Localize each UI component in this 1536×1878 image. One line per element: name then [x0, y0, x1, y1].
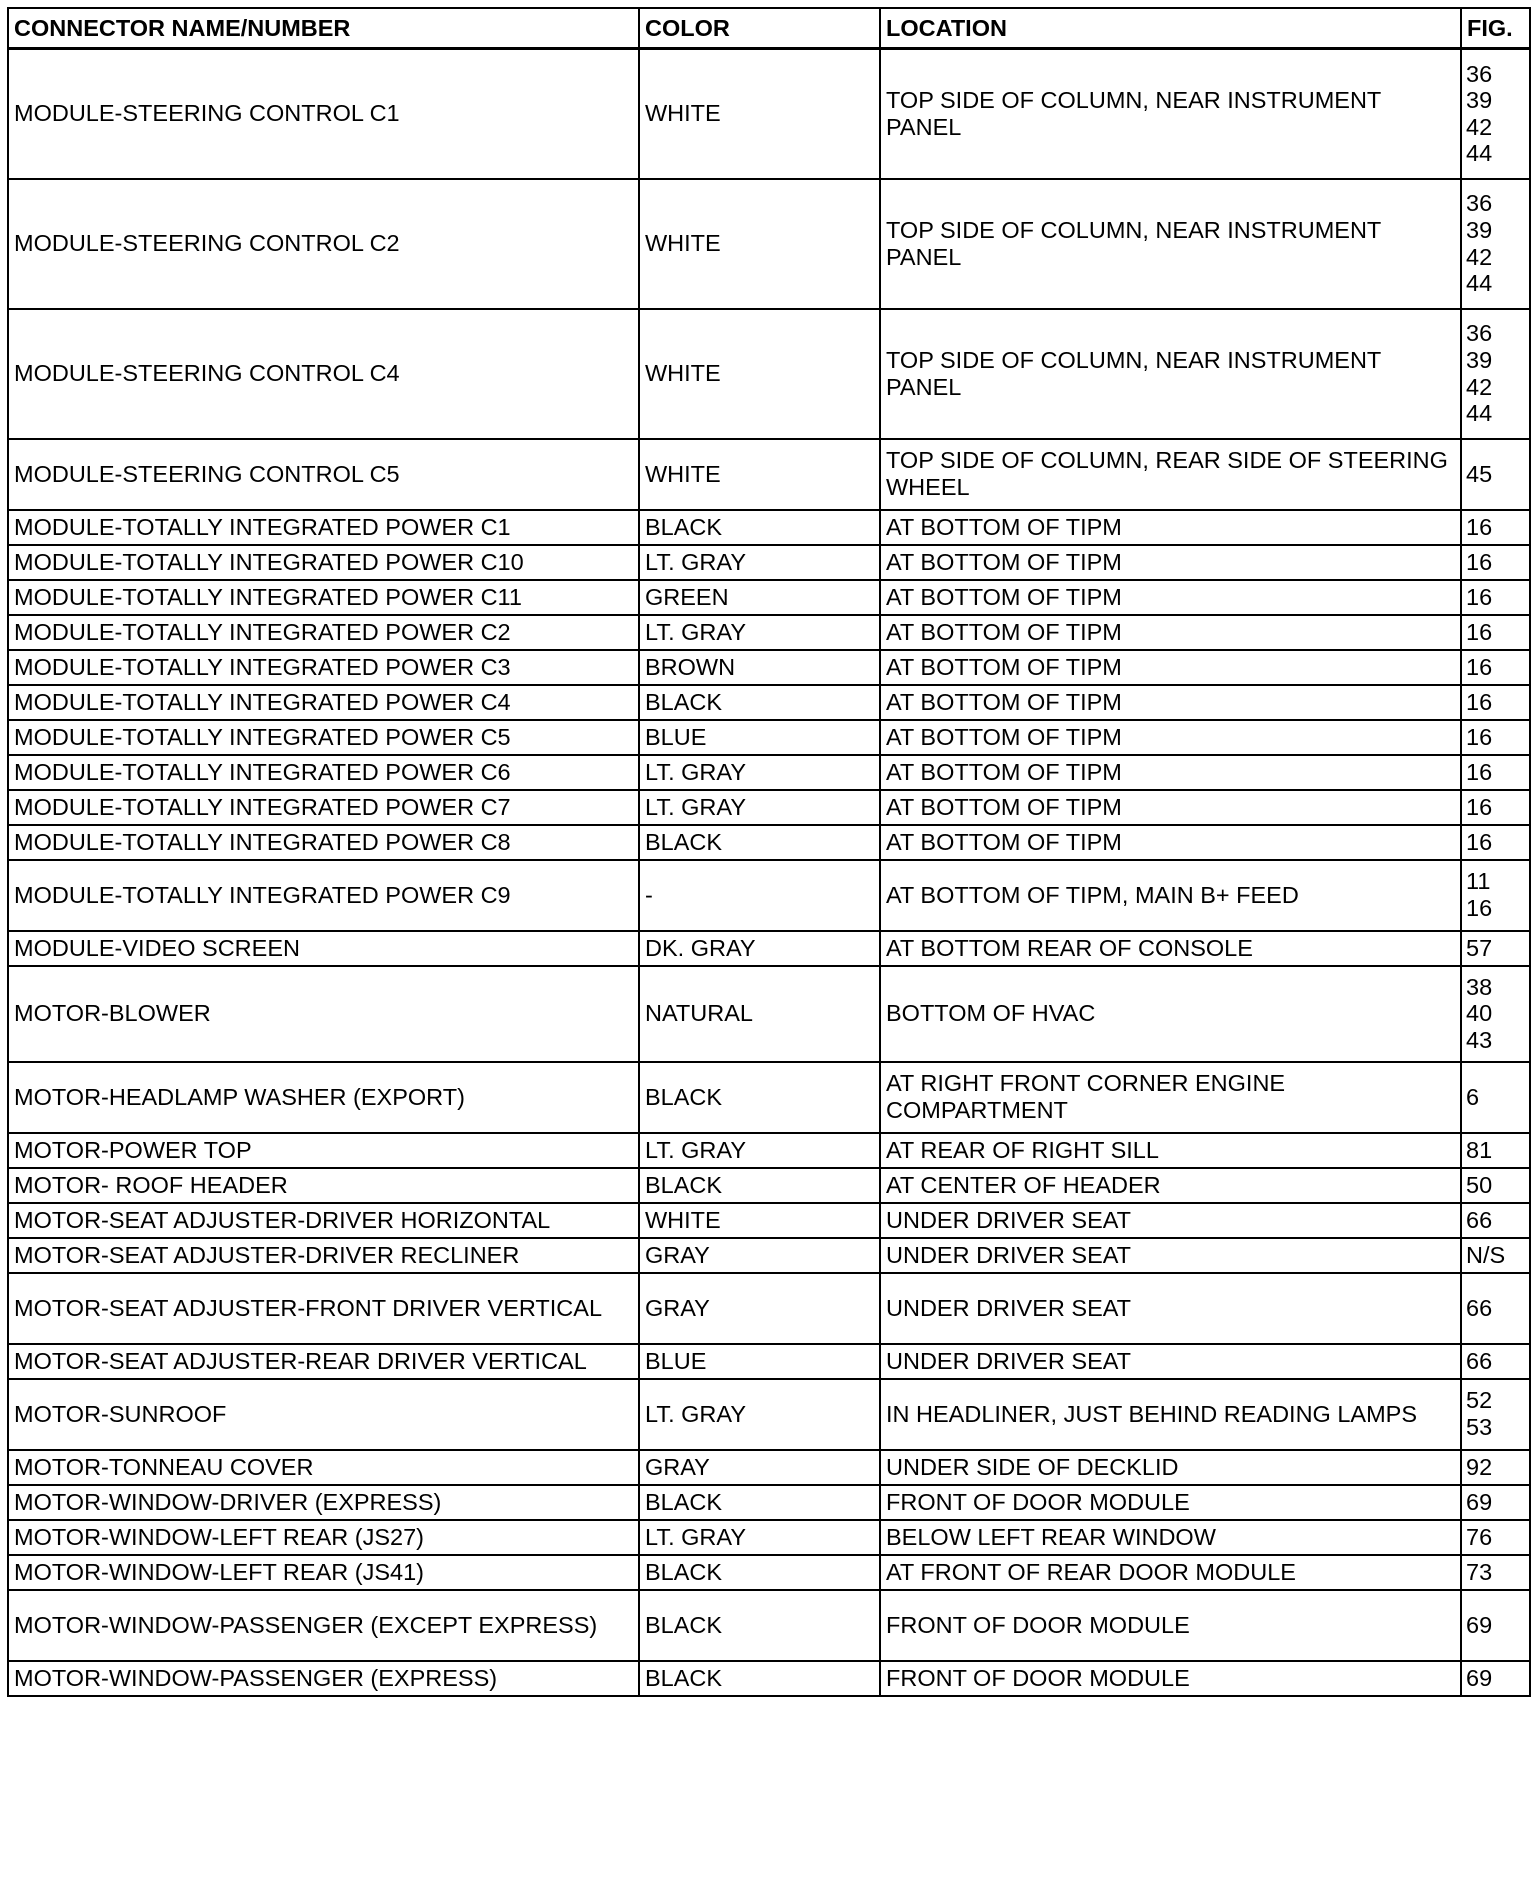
table-row	[8, 1203, 1530, 1238]
connector-name-cell: MOTOR-SEAT ADJUSTER-FRONT DRIVER VERTICAL	[8, 1273, 639, 1344]
color-cell: GREEN	[639, 580, 880, 615]
connector-name-cell: MOTOR-SEAT ADJUSTER-DRIVER HORIZONTAL	[8, 1203, 639, 1238]
location-cell: AT BOTTOM OF TIPM	[880, 615, 1461, 650]
fig-number: 66	[1466, 1206, 1493, 1233]
color-cell: DK. GRAY	[639, 931, 880, 966]
fig-number: 36	[1466, 320, 1493, 347]
fig-number: 16	[1466, 583, 1493, 610]
connector-name-cell: MOTOR-WINDOW-LEFT REAR (JS27)	[8, 1520, 639, 1555]
fig-cell	[1461, 1062, 1530, 1133]
table-row	[8, 1520, 1530, 1555]
fig-cell	[1461, 309, 1530, 439]
color-cell: GRAY	[639, 1450, 880, 1485]
table-row	[8, 1590, 1530, 1661]
color-cell: BLACK	[639, 1661, 880, 1696]
fig-number: 39	[1466, 87, 1493, 114]
location-cell: AT BOTTOM OF TIPM	[880, 825, 1461, 860]
connector-name-cell: MODULE-STEERING CONTROL C4	[8, 309, 639, 439]
fig-number: 57	[1466, 934, 1493, 961]
table-row	[8, 615, 1530, 650]
color-cell: WHITE	[639, 1203, 880, 1238]
table-row	[8, 439, 1530, 510]
connector-name-cell: MOTOR-WINDOW-PASSENGER (EXCEPT EXPRESS)	[8, 1590, 639, 1661]
table-row	[8, 720, 1530, 755]
fig-cell	[1461, 615, 1530, 650]
fig-cell	[1461, 545, 1530, 580]
fig-cell	[1461, 1555, 1530, 1590]
fig-cell	[1461, 860, 1530, 931]
location-cell: BOTTOM OF HVAC	[880, 966, 1461, 1062]
connector-name-cell: MODULE-TOTALLY INTEGRATED POWER C10	[8, 545, 639, 580]
header-connector-name: CONNECTOR NAME/NUMBER	[8, 8, 639, 49]
table-row	[8, 1273, 1530, 1344]
location-cell: AT BOTTOM REAR OF CONSOLE	[880, 931, 1461, 966]
fig-cell	[1461, 1379, 1530, 1450]
location-cell: FRONT OF DOOR MODULE	[880, 1485, 1461, 1520]
connector-name-cell: MODULE-TOTALLY INTEGRATED POWER C5	[8, 720, 639, 755]
fig-cell	[1461, 685, 1530, 720]
table-body	[8, 49, 1530, 1696]
fig-number: 42	[1466, 373, 1493, 400]
fig-cell	[1461, 179, 1530, 309]
connector-name-cell: MOTOR-SUNROOF	[8, 1379, 639, 1450]
fig-number: 38	[1466, 973, 1493, 1000]
fig-number: 50	[1466, 1171, 1493, 1198]
fig-number: 66	[1466, 1347, 1493, 1374]
fig-number: 16	[1466, 688, 1493, 715]
connector-name-cell: MOTOR-HEADLAMP WASHER (EXPORT)	[8, 1062, 639, 1133]
fig-number: 11	[1466, 868, 1491, 895]
color-cell: BLUE	[639, 1344, 880, 1379]
color-cell: BLACK	[639, 510, 880, 545]
location-cell: UNDER DRIVER SEAT	[880, 1273, 1461, 1344]
color-cell: WHITE	[639, 49, 880, 179]
color-cell: LT. GRAY	[639, 615, 880, 650]
fig-cell	[1461, 1450, 1530, 1485]
table-row	[8, 1344, 1530, 1379]
color-cell: BROWN	[639, 650, 880, 685]
location-cell: TOP SIDE OF COLUMN, REAR SIDE OF STEERING WHEEL	[880, 439, 1461, 510]
connector-name-cell: MOTOR-TONNEAU COVER	[8, 1450, 639, 1485]
table-row	[8, 755, 1530, 790]
color-cell: LT. GRAY	[639, 790, 880, 825]
connector-name-cell: MOTOR- ROOF HEADER	[8, 1168, 639, 1203]
color-cell: BLACK	[639, 825, 880, 860]
location-cell: UNDER SIDE OF DECKLID	[880, 1450, 1461, 1485]
fig-cell	[1461, 1485, 1530, 1520]
color-cell: BLACK	[639, 1485, 880, 1520]
fig-number: 66	[1466, 1294, 1493, 1321]
table-row	[8, 685, 1530, 720]
color-cell: LT. GRAY	[639, 755, 880, 790]
location-cell: AT REAR OF RIGHT SILL	[880, 1133, 1461, 1168]
fig-cell	[1461, 1238, 1530, 1273]
color-cell: LT. GRAY	[639, 1379, 880, 1450]
fig-number: 16	[1466, 758, 1493, 785]
connector-name-cell: MOTOR-POWER TOP	[8, 1133, 639, 1168]
location-cell: AT CENTER OF HEADER	[880, 1168, 1461, 1203]
fig-number: 43	[1466, 1026, 1493, 1053]
location-cell: AT BOTTOM OF TIPM	[880, 650, 1461, 685]
color-cell: WHITE	[639, 309, 880, 439]
fig-cell	[1461, 49, 1530, 179]
table-row	[8, 1168, 1530, 1203]
table-row	[8, 1379, 1530, 1450]
table-row	[8, 1555, 1530, 1590]
table-row	[8, 1062, 1530, 1133]
fig-cell	[1461, 790, 1530, 825]
location-cell: UNDER DRIVER SEAT	[880, 1344, 1461, 1379]
connector-name-cell: MODULE-TOTALLY INTEGRATED POWER C8	[8, 825, 639, 860]
fig-number: 39	[1466, 216, 1493, 243]
color-cell: BLACK	[639, 1555, 880, 1590]
fig-number: 42	[1466, 243, 1493, 270]
fig-number: 69	[1466, 1488, 1493, 1515]
color-cell: BLACK	[639, 1062, 880, 1133]
connector-name-cell: MODULE-TOTALLY INTEGRATED POWER C4	[8, 685, 639, 720]
table-row	[8, 309, 1530, 439]
fig-number: 16	[1466, 793, 1493, 820]
table-row	[8, 1450, 1530, 1485]
fig-number: 76	[1466, 1523, 1493, 1550]
connector-name-cell: MODULE-TOTALLY INTEGRATED POWER C6	[8, 755, 639, 790]
fig-number: 44	[1466, 140, 1493, 167]
table-row	[8, 49, 1530, 179]
location-cell: AT BOTTOM OF TIPM	[880, 790, 1461, 825]
fig-cell	[1461, 1520, 1530, 1555]
table-row	[8, 860, 1530, 931]
fig-number: 36	[1466, 190, 1493, 217]
location-cell: AT BOTTOM OF TIPM	[880, 685, 1461, 720]
table-row	[8, 825, 1530, 860]
location-cell: FRONT OF DOOR MODULE	[880, 1590, 1461, 1661]
connector-name-cell: MODULE-TOTALLY INTEGRATED POWER C1	[8, 510, 639, 545]
fig-cell	[1461, 966, 1530, 1062]
table-header	[8, 8, 1530, 49]
connector-name-cell: MOTOR-BLOWER	[8, 966, 639, 1062]
fig-number: 16	[1466, 723, 1493, 750]
fig-number: 92	[1466, 1453, 1493, 1480]
color-cell: WHITE	[639, 439, 880, 510]
fig-cell	[1461, 1344, 1530, 1379]
fig-number: 40	[1466, 1000, 1493, 1027]
fig-cell	[1461, 931, 1530, 966]
fig-number: 44	[1466, 270, 1493, 297]
table-row	[8, 790, 1530, 825]
fig-number: 81	[1466, 1136, 1493, 1163]
connector-name-cell: MODULE-TOTALLY INTEGRATED POWER C7	[8, 790, 639, 825]
fig-number: 69	[1466, 1664, 1493, 1691]
fig-number: 52	[1466, 1387, 1493, 1414]
location-cell: AT BOTTOM OF TIPM, MAIN B+ FEED	[880, 860, 1461, 931]
connector-name-cell: MODULE-TOTALLY INTEGRATED POWER C11	[8, 580, 639, 615]
fig-cell	[1461, 755, 1530, 790]
fig-number: 16	[1466, 895, 1493, 921]
color-cell: GRAY	[639, 1238, 880, 1273]
table-row	[8, 1661, 1530, 1696]
color-cell: LT. GRAY	[639, 1520, 880, 1555]
fig-cell	[1461, 1590, 1530, 1661]
fig-number: 42	[1466, 113, 1493, 140]
color-cell: -	[639, 860, 880, 931]
fig-number: 36	[1466, 60, 1493, 87]
fig-cell	[1461, 1168, 1530, 1203]
location-cell: AT BOTTOM OF TIPM	[880, 545, 1461, 580]
table-row	[8, 966, 1530, 1062]
fig-number: 73	[1466, 1558, 1493, 1585]
connector-name-cell: MOTOR-WINDOW-DRIVER (EXPRESS)	[8, 1485, 639, 1520]
location-cell: AT BOTTOM OF TIPM	[880, 755, 1461, 790]
connector-name-cell: MODULE-VIDEO SCREEN	[8, 931, 639, 966]
color-cell: LT. GRAY	[639, 545, 880, 580]
fig-number: 16	[1466, 548, 1493, 575]
connector-name-cell: MODULE-STEERING CONTROL C5	[8, 439, 639, 510]
fig-number: 69	[1466, 1611, 1493, 1638]
fig-cell	[1461, 825, 1530, 860]
table-row	[8, 545, 1530, 580]
location-cell: AT FRONT OF REAR DOOR MODULE	[880, 1555, 1461, 1590]
location-cell: AT BOTTOM OF TIPM	[880, 720, 1461, 755]
fig-number: 16	[1466, 653, 1493, 680]
color-cell: WHITE	[639, 179, 880, 309]
fig-cell	[1461, 580, 1530, 615]
connector-table	[7, 7, 1531, 1697]
fig-cell	[1461, 1273, 1530, 1344]
connector-name-cell: MOTOR-WINDOW-PASSENGER (EXPRESS)	[8, 1661, 639, 1696]
color-cell: NATURAL	[639, 966, 880, 1062]
location-cell: TOP SIDE OF COLUMN, NEAR INSTRUMENT PANEL	[880, 309, 1461, 439]
color-cell: GRAY	[639, 1273, 880, 1344]
fig-cell	[1461, 650, 1530, 685]
header-color: COLOR	[639, 8, 880, 49]
fig-cell	[1461, 1203, 1530, 1238]
color-cell: BLACK	[639, 685, 880, 720]
fig-number: 44	[1466, 400, 1493, 427]
color-cell: BLUE	[639, 720, 880, 755]
table-row	[8, 1133, 1530, 1168]
location-cell: TOP SIDE OF COLUMN, NEAR INSTRUMENT PANEL	[880, 49, 1461, 179]
fig-number: 39	[1466, 346, 1493, 373]
header-row	[8, 8, 1530, 49]
fig-cell	[1461, 510, 1530, 545]
fig-number: 53	[1466, 1414, 1493, 1440]
location-cell: UNDER DRIVER SEAT	[880, 1238, 1461, 1273]
header-location: LOCATION	[880, 8, 1461, 49]
fig-cell	[1461, 1661, 1530, 1696]
fig-number: 16	[1466, 513, 1493, 540]
connector-name-cell: MODULE-TOTALLY INTEGRATED POWER C3	[8, 650, 639, 685]
connector-name-cell: MODULE-STEERING CONTROL C2	[8, 179, 639, 309]
location-cell: AT BOTTOM OF TIPM	[880, 510, 1461, 545]
location-cell: AT BOTTOM OF TIPM	[880, 580, 1461, 615]
fig-number: N/S	[1466, 1241, 1506, 1268]
fig-cell	[1461, 720, 1530, 755]
location-cell: TOP SIDE OF COLUMN, NEAR INSTRUMENT PANEL	[880, 179, 1461, 309]
fig-number: 16	[1466, 618, 1493, 645]
connector-name-cell: MOTOR-SEAT ADJUSTER-DRIVER RECLINER	[8, 1238, 639, 1273]
location-cell: BELOW LEFT REAR WINDOW	[880, 1520, 1461, 1555]
fig-cell	[1461, 439, 1530, 510]
color-cell: BLACK	[639, 1168, 880, 1203]
fig-number: 6	[1466, 1083, 1480, 1110]
connector-name-cell: MODULE-STEERING CONTROL C1	[8, 49, 639, 179]
connector-name-cell: MOTOR-WINDOW-LEFT REAR (JS41)	[8, 1555, 639, 1590]
table-row	[8, 1485, 1530, 1520]
fig-number: 45	[1466, 460, 1493, 487]
header-fig: FIG.	[1461, 8, 1530, 49]
fig-number: 16	[1466, 828, 1493, 855]
table-row	[8, 510, 1530, 545]
location-cell: AT RIGHT FRONT CORNER ENGINE COMPARTMENT	[880, 1062, 1461, 1133]
connector-name-cell: MODULE-TOTALLY INTEGRATED POWER C9	[8, 860, 639, 931]
connector-name-cell: MOTOR-SEAT ADJUSTER-REAR DRIVER VERTICAL	[8, 1344, 639, 1379]
fig-cell	[1461, 1133, 1530, 1168]
connector-name-cell: MODULE-TOTALLY INTEGRATED POWER C2	[8, 615, 639, 650]
location-cell: UNDER DRIVER SEAT	[880, 1203, 1461, 1238]
table-row	[8, 650, 1530, 685]
table-row	[8, 179, 1530, 309]
color-cell: BLACK	[639, 1590, 880, 1661]
table-row	[8, 580, 1530, 615]
table-row	[8, 1238, 1530, 1273]
table-row	[8, 931, 1530, 966]
location-cell: FRONT OF DOOR MODULE	[880, 1661, 1461, 1696]
color-cell: LT. GRAY	[639, 1133, 880, 1168]
location-cell: IN HEADLINER, JUST BEHIND READING LAMPS	[880, 1379, 1461, 1450]
